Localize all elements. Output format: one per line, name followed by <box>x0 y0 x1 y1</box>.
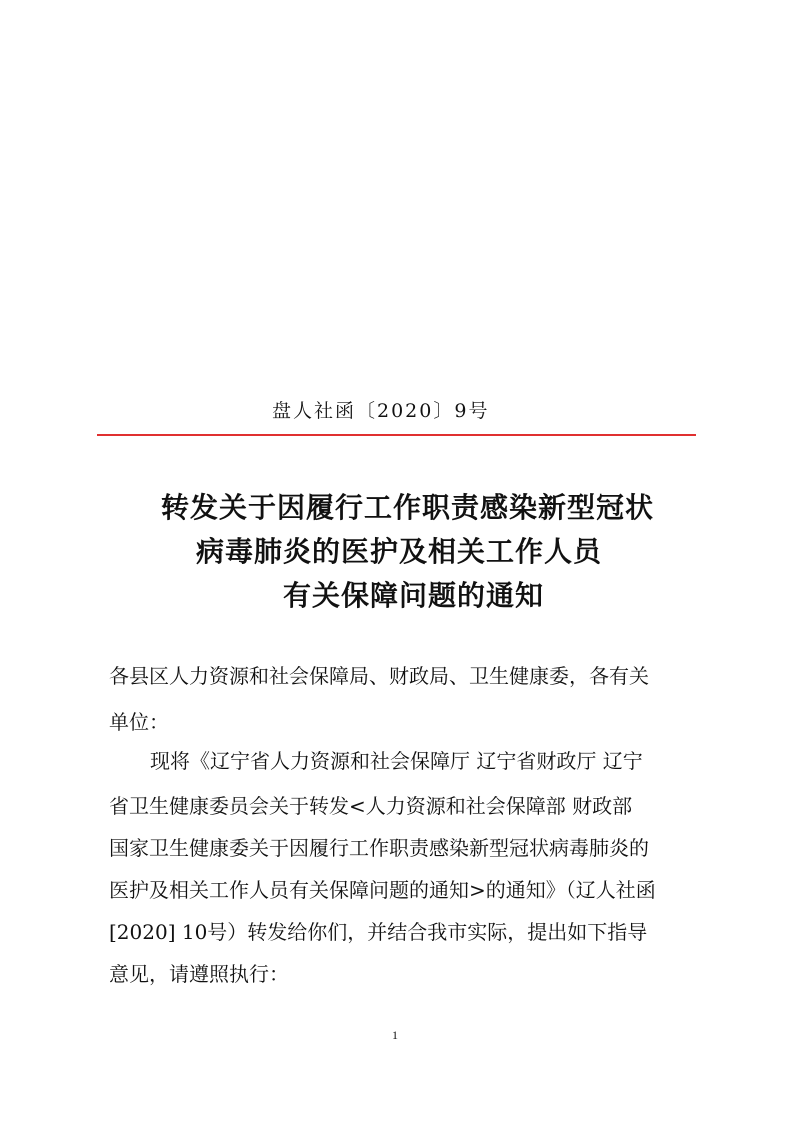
body-line-8: 意见，请遵照执行： <box>109 962 289 986</box>
body-line-7: [2020] 10号）转发给你们，并结合我市实际，提出如下指导 <box>109 920 648 944</box>
body-line-3: 现将《辽宁省人力资源和社会保障厅 辽宁省财政厅 辽宁 <box>150 749 643 773</box>
body-line-2: 单位： <box>109 710 169 734</box>
body-line-6: 医护及相关工作人员有关保障问题的通知>的通知》（辽人社函 <box>109 878 656 902</box>
body-line-1: 各县区人力资源和社会保障局、财政局、卫生健康委，各有关 <box>109 664 649 688</box>
title-line-1: 转发关于因履行工作职责感染新型冠状 <box>161 491 655 524</box>
document-number: 盘人社函〔2020〕9号 <box>272 400 490 422</box>
title-line-2: 病毒肺炎的医护及相关工作人员 <box>196 535 603 568</box>
page-number: 1 <box>392 1028 398 1042</box>
body-line-4: 省卫生健康委员会关于转发<人力资源和社会保障部 财政部 <box>109 794 633 818</box>
title-line-3: 有关保障问题的通知 <box>283 579 545 612</box>
body-line-5: 国家卫生健康委关于因履行工作职责感染新型冠状病毒肺炎的 <box>109 836 649 860</box>
red-divider-line <box>97 434 696 436</box>
